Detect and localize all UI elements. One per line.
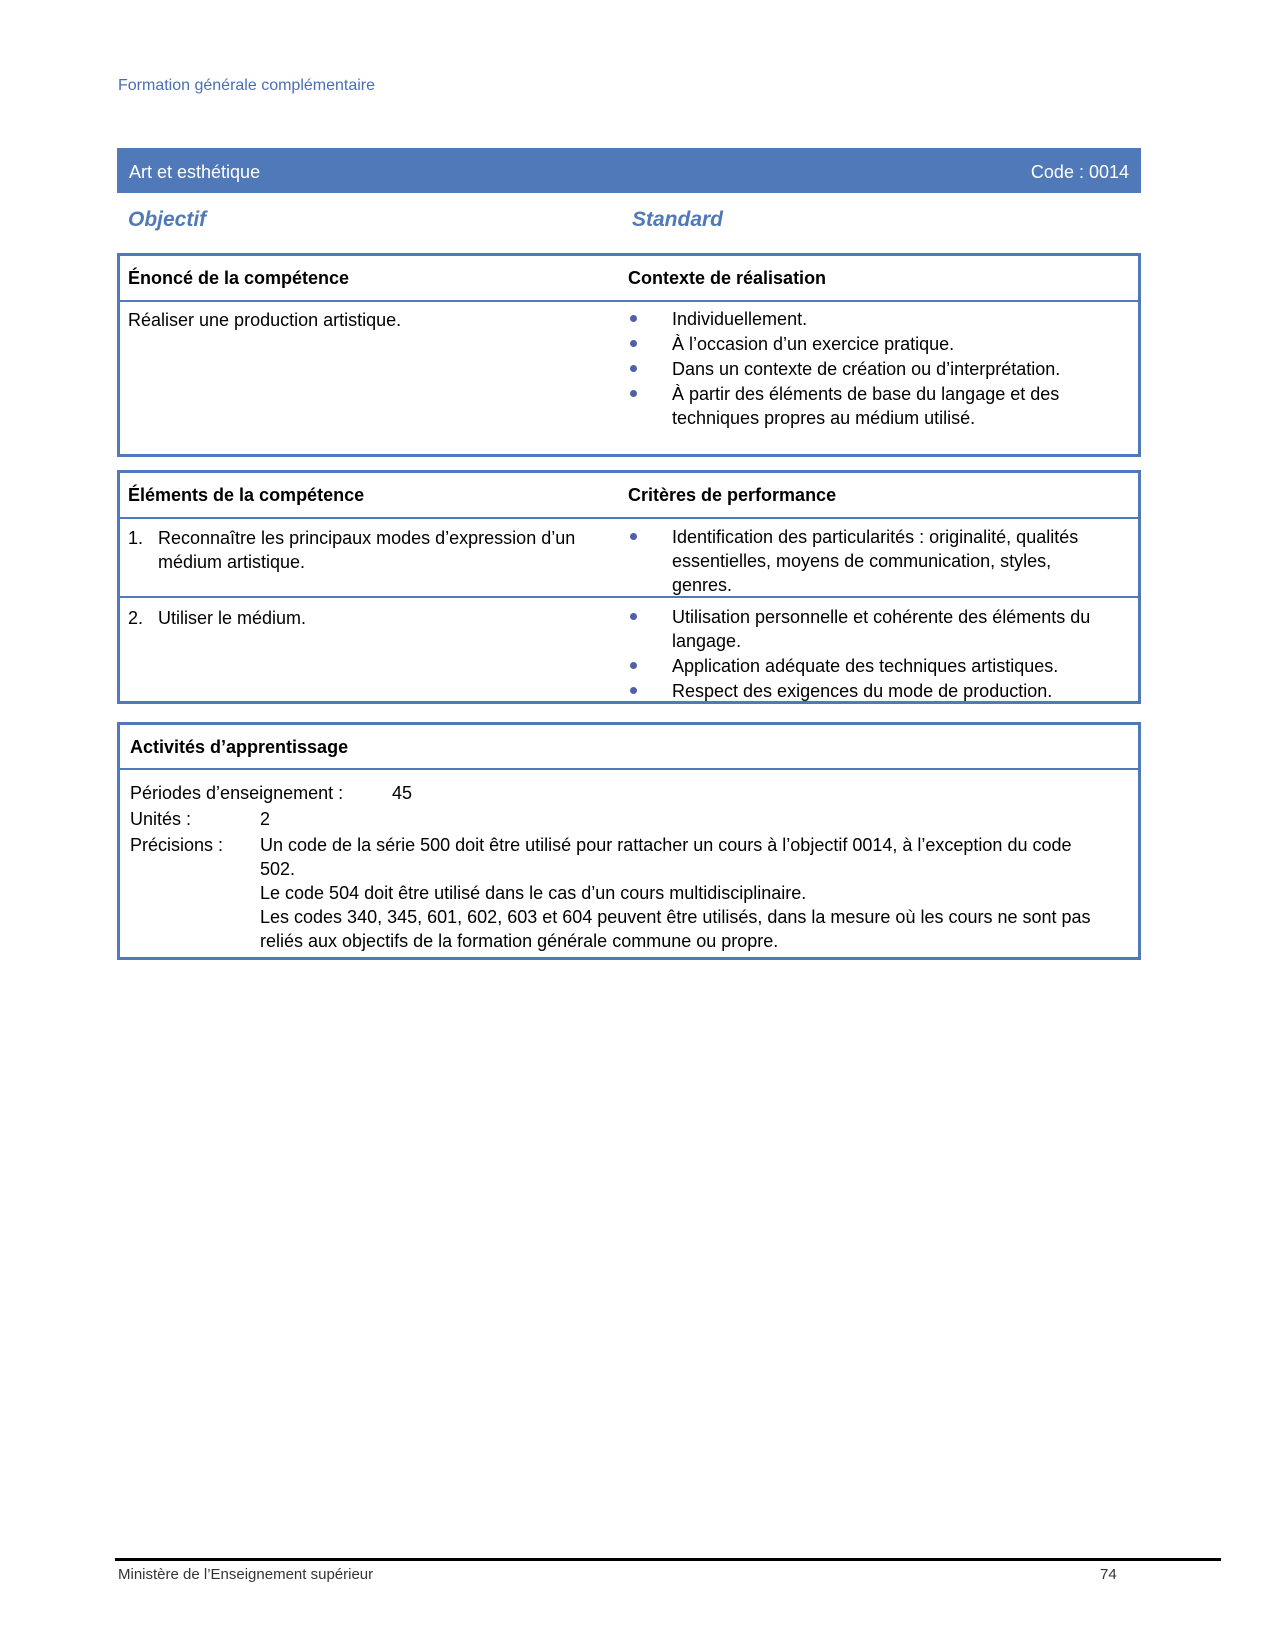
element-number: 1. (128, 528, 144, 548)
activities-header-rule (120, 768, 1138, 770)
competence-statement: Réaliser une production artistique. (128, 310, 402, 330)
precisions-label: Précisions : (130, 835, 224, 855)
learning-activities-box (117, 722, 1141, 960)
bullet-icon (630, 390, 637, 397)
criteria-list-1 (628, 525, 1098, 598)
bullet-icon (630, 365, 637, 372)
list-item: À l’occasion d’un exercice pratique. (628, 332, 1103, 356)
page-number: 74 (1100, 1566, 1117, 1583)
element-text: Reconnaître les principaux modes d’expression d’un médium artistique. (158, 528, 576, 572)
precisions-text (260, 833, 1110, 953)
running-header: Formation générale complémentaire (118, 77, 376, 94)
subhead-objectif: Objectif (128, 208, 207, 231)
footer-rule (115, 1558, 1221, 1561)
row-separator (120, 596, 1138, 598)
course-title: Art et esthétique (129, 162, 261, 182)
context-header: Contexte de réalisation (628, 268, 827, 288)
periods-label: Périodes d’enseignement : (130, 783, 344, 803)
criteria-header: Critères de performance (628, 485, 837, 505)
bullet-icon (630, 613, 637, 620)
title-bar (117, 148, 1141, 193)
element-number: 2. (128, 608, 144, 628)
bullet-icon (630, 315, 637, 322)
elements-box (117, 470, 1141, 704)
bullet-icon (630, 340, 637, 347)
element-row-2 (128, 606, 598, 630)
element-text: Utiliser le médium. (158, 608, 307, 628)
precision-paragraph: Un code de la série 500 doit être utilisé pour rattacher un cours à l’objectif 0014, à l’exception du code 502. (260, 835, 1072, 879)
list-item: Identification des particularités : originalité, qualités essentielles, moyens de communication, styles, genres. (628, 525, 1098, 597)
competence-box (117, 253, 1141, 457)
list-item: Individuellement. (628, 307, 1103, 331)
units-value: 2 (260, 809, 271, 829)
list-item: Dans un contexte de création ou d’interprétation. (628, 357, 1103, 381)
element-row-1 (128, 526, 598, 574)
bullet-icon (630, 687, 637, 694)
course-code: Code : 0014 (1030, 162, 1129, 182)
precision-paragraph: Les codes 340, 345, 601, 602, 603 et 604 peuvent être utilisés, dans la mesure où les cours ne sont pas reliés aux objectifs de la formation générale commune ou propre. (260, 907, 1091, 951)
subhead-standard: Standard (632, 208, 724, 231)
periods-value: 45 (392, 783, 413, 803)
bullet-icon (630, 533, 637, 540)
competence-statement-header: Énoncé de la compétence (128, 268, 350, 288)
list-item: Application adéquate des techniques artistiques. (628, 654, 1108, 678)
list-item: Respect des exigences du mode de production. (628, 679, 1108, 703)
bullet-icon (630, 662, 637, 669)
units-label: Unités : (130, 809, 192, 829)
list-item: Utilisation personnelle et cohérente des éléments du langage. (628, 605, 1108, 653)
activities-header: Activités d’apprentissage (130, 737, 349, 757)
context-list (628, 307, 1103, 431)
footer-ministry: Ministère de l’Enseignement supérieur (118, 1566, 374, 1583)
criteria-list-2 (628, 605, 1108, 704)
elements-header: Éléments de la compétence (128, 485, 365, 505)
list-item: À partir des éléments de base du langage et des techniques propres au médium utilisé. (628, 382, 1103, 430)
precision-paragraph: Le code 504 doit être utilisé dans le cas d’un cours multidisciplinaire. (260, 883, 807, 903)
